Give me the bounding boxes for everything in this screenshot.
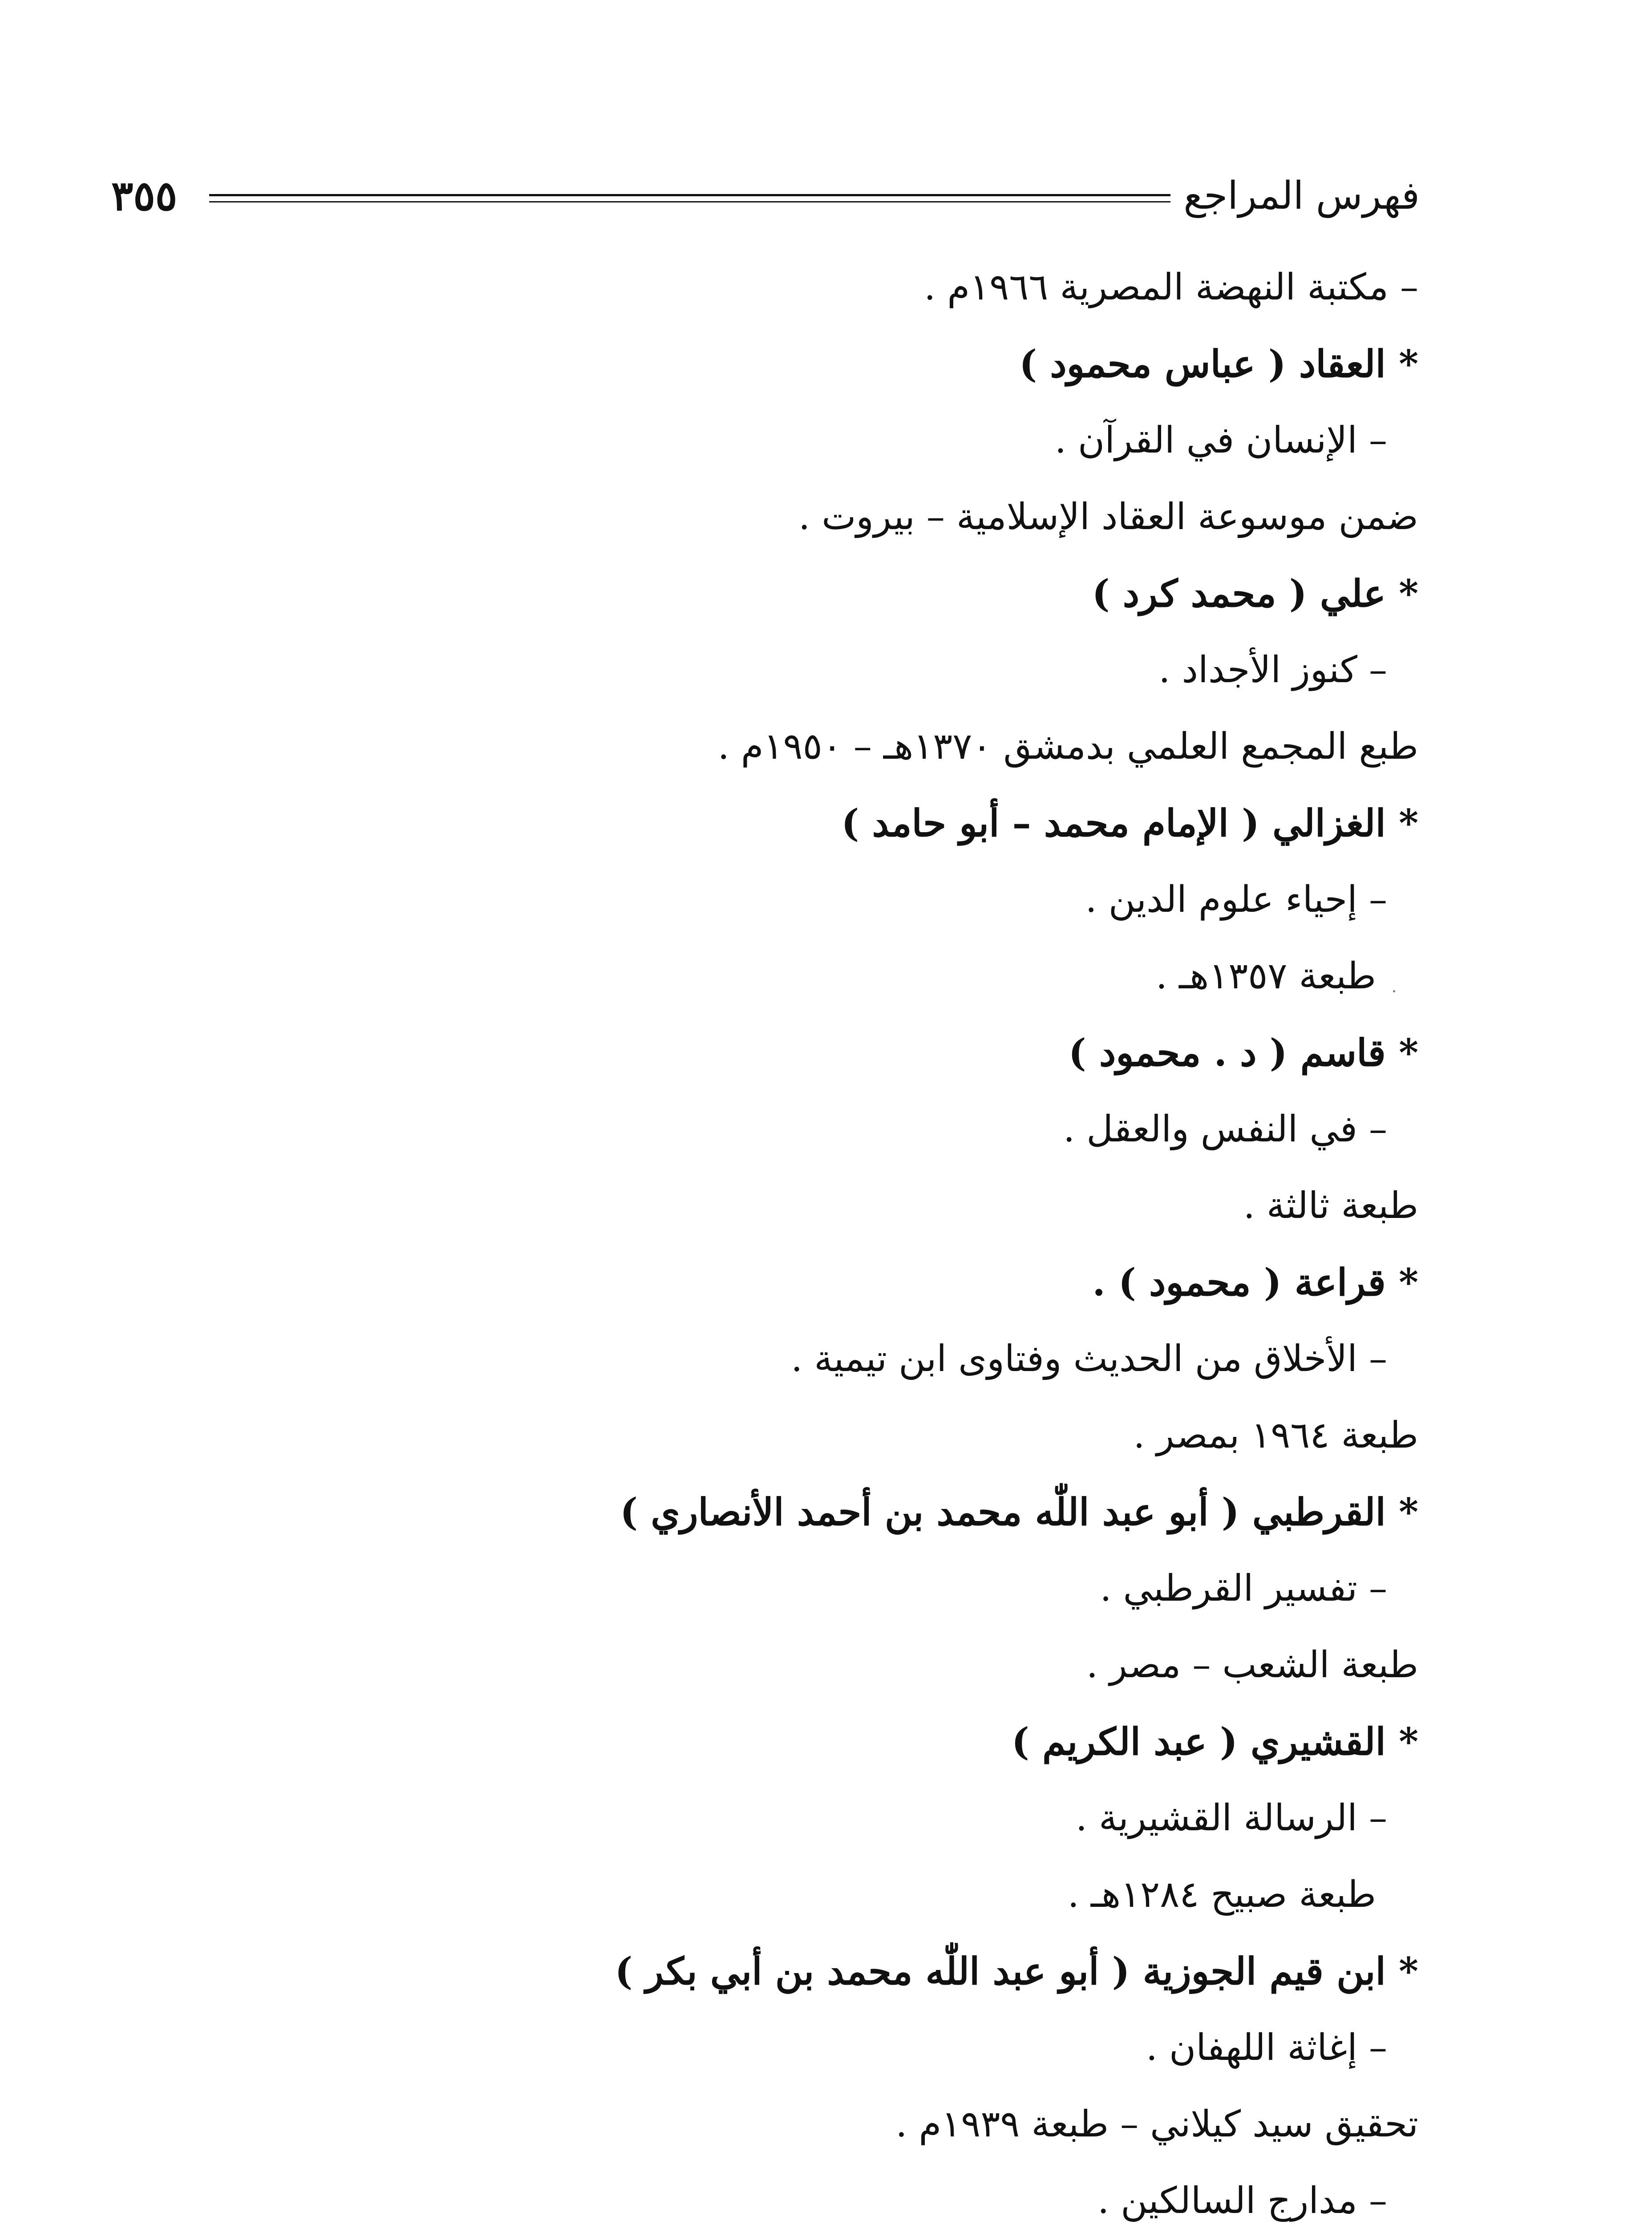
reference-book-title: – الرسالة القشيرية . bbox=[1075, 1797, 1387, 1839]
reference-author: * ابن قيم الجوزية ( أبو عبد اللّٰه محمد بن أبي بكر ) bbox=[615, 1949, 1418, 1993]
page-number: ٣٥٥ bbox=[111, 172, 178, 220]
reference-detail: طبعة ١٩٦٤ بمصر . bbox=[1133, 1414, 1418, 1456]
reference-detail: طبعة ثالثة . bbox=[1243, 1185, 1418, 1227]
page-header bbox=[111, 169, 1420, 231]
reference-book-title: – تفسير القرطبي . bbox=[1100, 1567, 1387, 1610]
reference-author: * العقاد ( عباس محمود ) bbox=[1019, 342, 1418, 386]
reference-detail: تحقيق سيد كيلاني – طبعة ١٩٣٩م . bbox=[895, 2103, 1418, 2145]
reference-detail: ضمن موسوعة العقاد الإسلامية – بيروت . bbox=[798, 496, 1418, 538]
reference-author: * القرطبي ( أبو عبد اللّٰه محمد بن أحمد الأنصاري ) bbox=[620, 1490, 1418, 1534]
reference-author: * القشيري ( عبد الكريم ) bbox=[1012, 1719, 1418, 1764]
header-rule bbox=[209, 194, 1170, 196]
reference-detail: طبعة صبيح ١٢٨٤هـ . bbox=[1067, 1873, 1376, 1916]
reference-detail: – مكتبة النهضة المصرية ١٩٦٦م . bbox=[924, 266, 1418, 308]
reference-book-title: – الأخلاق من الحديث وفتاوى ابن تيمية . bbox=[791, 1338, 1387, 1380]
reference-book-title: – كنوز الأجداد . bbox=[1158, 649, 1387, 691]
reference-author: * الغزالي ( الإمام محمد – أبو حامد ) bbox=[841, 801, 1418, 845]
header-title: فهرس المراجع bbox=[1183, 174, 1420, 218]
reference-book-title: – الإنسان في القرآن . bbox=[1054, 419, 1387, 461]
reference-detail: طبعة ١٣٥٧هـ . bbox=[1155, 955, 1376, 997]
references-list bbox=[324, 249, 1418, 2225]
header-rule-secondary bbox=[209, 201, 1170, 202]
reference-book-title: – مدارج السالكين . bbox=[1097, 2180, 1387, 2222]
reference-book-title: – إغاثة اللهفان . bbox=[1146, 2027, 1387, 2069]
reference-author: * علي ( محمد كرد ) bbox=[1092, 571, 1418, 615]
reference-author: * قراعة ( محمود ) . bbox=[1092, 1260, 1418, 1304]
reference-book-title: – إحياء علوم الدين . bbox=[1085, 878, 1387, 921]
scan-speck bbox=[1393, 990, 1395, 992]
reference-detail: طبع المجمع العلمي بدمشق ١٣٧٠هـ – ١٩٥٠م . bbox=[717, 725, 1418, 768]
reference-book-title: – في النفس والعقل . bbox=[1063, 1108, 1387, 1150]
reference-detail: طبعة الشعب – مصر . bbox=[1086, 1644, 1418, 1686]
reference-author: * قاسم ( د . محمود ) bbox=[1068, 1031, 1418, 1075]
